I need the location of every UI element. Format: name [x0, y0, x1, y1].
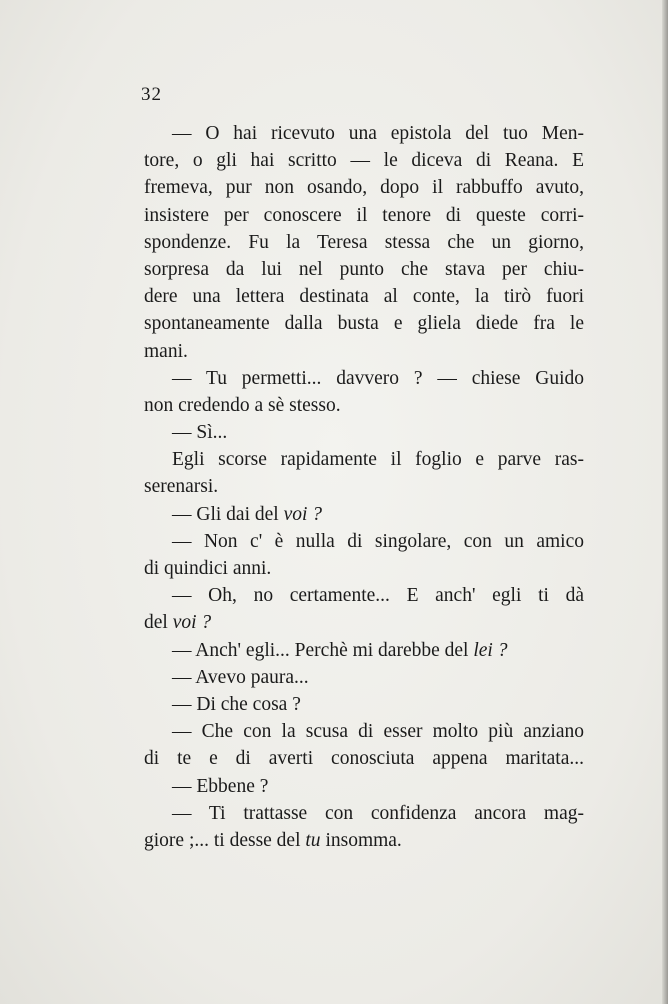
- page-number: 32: [141, 84, 162, 105]
- text-line: [144, 174, 584, 201]
- text-line: [144, 745, 584, 772]
- text-line-content: — Anch' egli... Perchè mi darebbe del: [172, 639, 474, 661]
- text-line-content: di quindici anni.: [144, 558, 272, 579]
- text-line-content: — Che con la scusa di esser molto più anziano: [172, 721, 584, 743]
- text-line-content: — Ebbene ?: [172, 775, 269, 797]
- text-line-content: non credendo a sè stesso.: [144, 394, 341, 416]
- text-line: [144, 147, 584, 174]
- text-line-content: giore ;... ti desse del: [144, 829, 306, 851]
- text-line-content: — Gli dai del: [172, 503, 284, 525]
- text-line-content: — Avevo paura...: [172, 666, 309, 688]
- text-line: [144, 555, 584, 582]
- italic-word: voi ?: [172, 612, 212, 634]
- text-line-content: insistere per conoscere il tenore di queste corri-: [144, 204, 584, 226]
- body-text: [144, 120, 584, 854]
- text-line: [144, 582, 584, 609]
- text-line: [144, 365, 584, 392]
- text-line: [144, 446, 584, 473]
- text-line: [144, 827, 584, 854]
- text-line-content: — Tu permetti... davvero ? — chiese Guido: [172, 367, 584, 389]
- text-line-content: di te e di averti conosciuta appena maritata...: [144, 748, 584, 770]
- text-line-content: serenarsi.: [144, 476, 219, 498]
- text-line-content: — Oh, no certamente... E anch' egli ti dà: [172, 585, 584, 607]
- text-line-content: del: [144, 612, 173, 634]
- text-line-tail: insomma.: [320, 829, 402, 851]
- text-line: [144, 310, 584, 337]
- text-line: [144, 202, 584, 229]
- page-edge-shadow: [662, 0, 668, 1004]
- text-line-content: sorpresa da lui nel punto che stava per chiu-: [144, 258, 584, 280]
- text-line: [144, 528, 584, 555]
- text-line-content: fremeva, pur non osando, dopo il rabbuffo avuto,: [144, 177, 584, 199]
- text-line-content: — Non c' è nulla di singolare, con un amico: [172, 530, 584, 552]
- text-line-content: — Sì...: [172, 422, 228, 444]
- text-line-content: tore, o gli hai scritto — le diceva di Reana. E: [144, 150, 584, 172]
- text-line: [144, 473, 584, 500]
- text-line: [144, 664, 584, 691]
- text-line-content: — O hai ricevuto una epistola del tuo Men-: [172, 123, 584, 144]
- text-line: [144, 609, 584, 636]
- text-line-content: spontaneamente dalla busta e gliela diede fra le: [144, 313, 584, 335]
- text-line: [144, 283, 584, 310]
- text-line: [144, 229, 584, 256]
- text-line: [144, 392, 584, 419]
- text-line: [144, 338, 584, 365]
- text-line-content: mani.: [144, 340, 188, 362]
- text-line-content: Egli scorse rapidamente il foglio e parve ras-: [172, 449, 584, 471]
- text-line-content: dere una lettera destinata al conte, la tirò fuori: [144, 286, 584, 308]
- text-line: [144, 501, 584, 528]
- text-line: [144, 419, 584, 446]
- text-line: [144, 637, 584, 664]
- italic-word: tu: [305, 829, 321, 851]
- text-line: [144, 691, 584, 718]
- text-line-content: — Ti trattasse con confidenza ancora mag-: [172, 802, 584, 824]
- text-line: [144, 800, 584, 827]
- text-line: [144, 120, 584, 147]
- text-line: [144, 256, 584, 283]
- italic-word: voi ?: [283, 503, 323, 525]
- text-line-content: — Di che cosa ?: [172, 693, 301, 715]
- text-line: [144, 718, 584, 745]
- italic-word: lei ?: [473, 639, 508, 661]
- text-line: [144, 773, 584, 800]
- text-line-content: spondenze. Fu la Teresa stessa che un giorno,: [144, 231, 584, 253]
